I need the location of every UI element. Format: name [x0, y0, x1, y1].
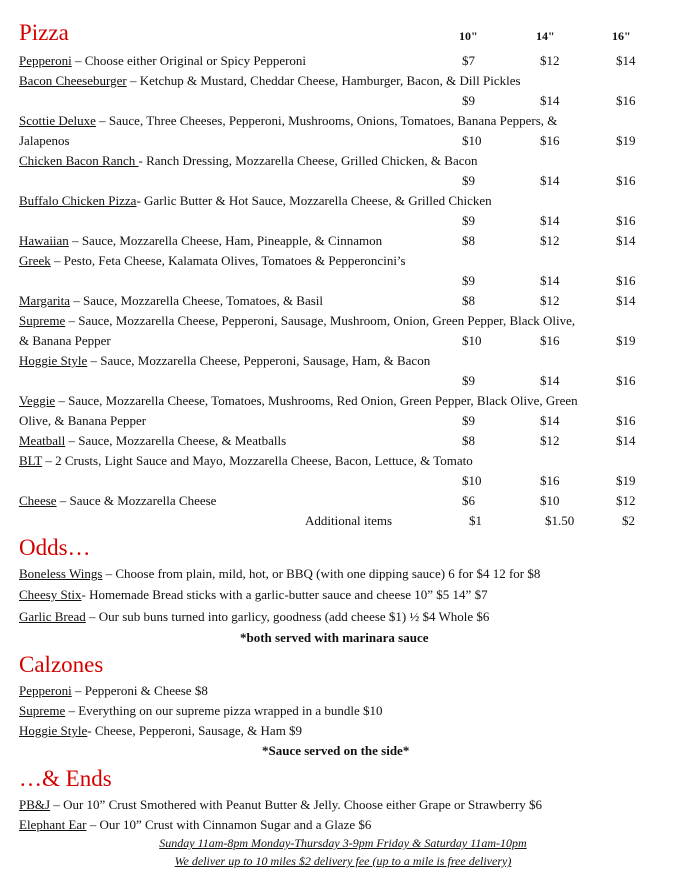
odds-item-desc: – Our sub buns turned into garlicy, goodness (add cheese $1) ½ $4 Whole $6	[85, 609, 490, 624]
calzones-heading: Calzones	[19, 652, 104, 677]
calzone-item-name: Pepperoni	[19, 683, 72, 698]
ends-item	[19, 815, 371, 835]
pizza-item	[19, 111, 557, 131]
pizza-item-desc: – Sauce, Mozzarella Cheese, Tomatoes, Mushrooms, Red Onion, Green Pepper, Black Olive, Green	[55, 393, 578, 408]
pizza-item-name: Pepperoni	[19, 53, 72, 68]
odds-item	[19, 585, 488, 605]
pizza-price: $16	[616, 413, 636, 428]
pizza-item-name: Meatball	[19, 433, 66, 448]
odds-item	[19, 607, 489, 627]
pizza-item-desc-cont: & Banana Pepper	[19, 333, 111, 348]
pizza-item-desc: – Ketchup & Mustard, Cheddar Cheese, Hamburger, Bacon, & Dill Pickles	[126, 73, 521, 88]
pizza-item-desc: – Sauce, Mozzarella Cheese, Pepperoni, Sausage, Mushroom, Onion, Green Pepper, Black Olive,	[65, 313, 576, 328]
odds-item	[19, 564, 540, 584]
ends-heading: …& Ends	[19, 766, 112, 791]
pizza-item-name: Buffalo Chicken Pizza	[19, 193, 137, 208]
size-16: 16"	[612, 29, 631, 43]
pizza-item-desc-cont: Olive, & Banana Pepper	[19, 413, 147, 428]
pizza-item	[19, 151, 477, 171]
calzone-item	[19, 721, 302, 741]
delivery-line: We deliver up to 10 miles $2 delivery fee (up to a mile is free delivery)	[174, 854, 512, 868]
pizza-price: $16	[616, 273, 636, 288]
pizza-price: $14	[540, 173, 560, 188]
odds-item-name: Boneless Wings	[19, 566, 103, 581]
pizza-price: $12	[540, 53, 560, 68]
pizza-price: $16	[616, 173, 636, 188]
pizza-price: $9	[462, 213, 475, 228]
pizza-price: $16	[616, 213, 636, 228]
pizza-item-desc: – Sauce & Mozzarella Cheese	[56, 493, 217, 508]
size-header	[0, 29, 686, 45]
pizza-price: $7	[462, 53, 475, 68]
pizza-price: $16	[540, 133, 560, 148]
pizza-item-desc: – Pesto, Feta Cheese, Kalamata Olives, Tomatoes & Pepperoncini’s	[50, 253, 406, 268]
pizza-price: $19	[616, 473, 636, 488]
size-10: 10"	[459, 29, 478, 43]
pizza-price: $9	[462, 93, 475, 108]
pizza-price: $9	[462, 413, 475, 428]
pizza-item	[19, 251, 406, 271]
pizza-item-desc: – 2 Crusts, Light Sauce and Mayo, Mozzarella Cheese, Bacon, Lettuce, & Tomato	[42, 453, 473, 468]
size-14: 14"	[536, 29, 555, 43]
pizza-price: $16	[540, 333, 560, 348]
odds-item-desc: – Choose from plain, mild, hot, or BBQ (with one dipping sauce) 6 for $4 12 for $8	[102, 566, 541, 581]
pizza-price: $8	[462, 233, 475, 248]
pizza-price: $10	[462, 473, 482, 488]
ends-item-name: Elephant Ear	[19, 817, 87, 832]
pizza-price: $14	[540, 413, 560, 428]
pizza-item	[19, 431, 286, 451]
calzone-item	[19, 681, 208, 701]
pizza-item-desc: – Sauce, Three Cheeses, Pepperoni, Mushrooms, Onions, Tomatoes, Banana Peppers, &	[95, 113, 558, 128]
additional-price-14: $1.50	[545, 513, 575, 528]
pizza-price: $12	[616, 493, 636, 508]
calzone-item-name: Hoggie Style	[19, 723, 88, 738]
pizza-item-desc: – Sauce, Mozzarella Cheese, & Meatballs	[65, 433, 287, 448]
pizza-item	[19, 51, 306, 71]
pizza-item-name: Margarita	[19, 293, 71, 308]
additional-price-10: $1	[469, 513, 482, 528]
pizza-item	[19, 451, 473, 471]
additional-price-16: $2	[622, 513, 635, 528]
calzones-note: *Sauce served on the side*	[262, 743, 410, 758]
pizza-price: $14	[540, 273, 560, 288]
pizza-item	[19, 191, 492, 211]
pizza-item	[19, 491, 216, 511]
pizza-price: $14	[616, 293, 636, 308]
additional-items-label: Additional items	[305, 513, 393, 528]
pizza-price: $8	[462, 293, 475, 308]
pizza-price: $19	[616, 133, 636, 148]
pizza-item	[19, 71, 521, 91]
pizza-item-desc-cont: Jalapenos	[19, 133, 70, 148]
pizza-price: $9	[462, 273, 475, 288]
pizza-price: $16	[540, 473, 560, 488]
pizza-price: $14	[540, 373, 560, 388]
calzone-item-desc: – Everything on our supreme pizza wrapped in a bundle $10	[65, 703, 383, 718]
pizza-item	[19, 391, 578, 411]
pizza-item-name: BLT	[19, 453, 43, 468]
pizza-price: $14	[616, 53, 636, 68]
hours-line: Sunday 11am-8pm Monday-Thursday 3-9pm Friday & Saturday 11am-10pm	[159, 836, 527, 850]
pizza-item	[19, 291, 323, 311]
pizza-item	[19, 231, 382, 251]
pizza-item-desc: - Ranch Dressing, Mozzarella Cheese, Grilled Chicken, & Bacon	[138, 153, 478, 168]
odds-note: *both served with marinara sauce	[240, 630, 429, 645]
pizza-price: $14	[540, 213, 560, 228]
pizza-price: $12	[540, 433, 560, 448]
pizza-item-name: Bacon Cheeseburger	[19, 73, 127, 88]
calzone-item-desc: – Pepperoni & Cheese $8	[71, 683, 208, 698]
pizza-price: $10	[462, 333, 482, 348]
pizza-item-name: Supreme	[19, 313, 66, 328]
pizza-heading: Pizza	[19, 20, 69, 45]
pizza-price: $10	[540, 493, 560, 508]
calzone-item-name: Supreme	[19, 703, 66, 718]
odds-item-name: Garlic Bread	[19, 609, 86, 624]
pizza-price: $12	[540, 293, 560, 308]
pizza-price: $14	[616, 233, 636, 248]
pizza-price: $19	[616, 333, 636, 348]
pizza-price: $14	[616, 433, 636, 448]
pizza-item-name: Greek	[19, 253, 51, 268]
pizza-price: $12	[540, 233, 560, 248]
pizza-price: $9	[462, 173, 475, 188]
pizza-item-desc: - Garlic Butter & Hot Sauce, Mozzarella Cheese, & Grilled Chicken	[136, 193, 492, 208]
pizza-price: $6	[462, 493, 475, 508]
pizza-item-desc: – Choose either Original or Spicy Pepperoni	[71, 53, 307, 68]
calzone-item	[19, 701, 383, 721]
pizza-item-desc: – Sauce, Mozzarella Cheese, Tomatoes, & Basil	[70, 293, 324, 308]
ends-item-desc: – Our 10” Crust with Cinnamon Sugar and a Glaze $6	[86, 817, 372, 832]
odds-item-desc: - Homemade Bread sticks with a garlic-butter sauce and cheese 10” $5 14” $7	[81, 587, 488, 602]
pizza-item-name: Veggie	[19, 393, 56, 408]
pizza-price: $16	[616, 373, 636, 388]
pizza-item-desc: – Sauce, Mozzarella Cheese, Ham, Pineapple, & Cinnamon	[68, 233, 383, 248]
pizza-item-desc: – Sauce, Mozzarella Cheese, Pepperoni, Sausage, Ham, & Bacon	[87, 353, 431, 368]
pizza-item-name: Scottie Deluxe	[19, 113, 96, 128]
pizza-price: $14	[540, 93, 560, 108]
pizza-price: $9	[462, 373, 475, 388]
ends-item	[19, 795, 542, 815]
pizza-item	[19, 351, 430, 371]
pizza-item-name: Cheese	[19, 493, 57, 508]
pizza-price: $8	[462, 433, 475, 448]
pizza-item-name: Hawaiian	[19, 233, 69, 248]
pizza-item-name: Chicken Bacon Ranch	[19, 153, 139, 168]
pizza-price: $16	[616, 93, 636, 108]
odds-heading: Odds…	[19, 535, 91, 560]
pizza-item	[19, 311, 575, 331]
pizza-price: $10	[462, 133, 482, 148]
ends-item-desc: – Our 10” Crust Smothered with Peanut Butter & Jelly. Choose either Grape or Strawberry $6	[50, 797, 543, 812]
pizza-item-name: Hoggie Style	[19, 353, 88, 368]
ends-item-name: PB&J	[19, 797, 51, 812]
calzone-item-desc: - Cheese, Pepperoni, Sausage, & Ham $9	[87, 723, 303, 738]
odds-item-name: Cheesy Stix	[19, 587, 82, 602]
